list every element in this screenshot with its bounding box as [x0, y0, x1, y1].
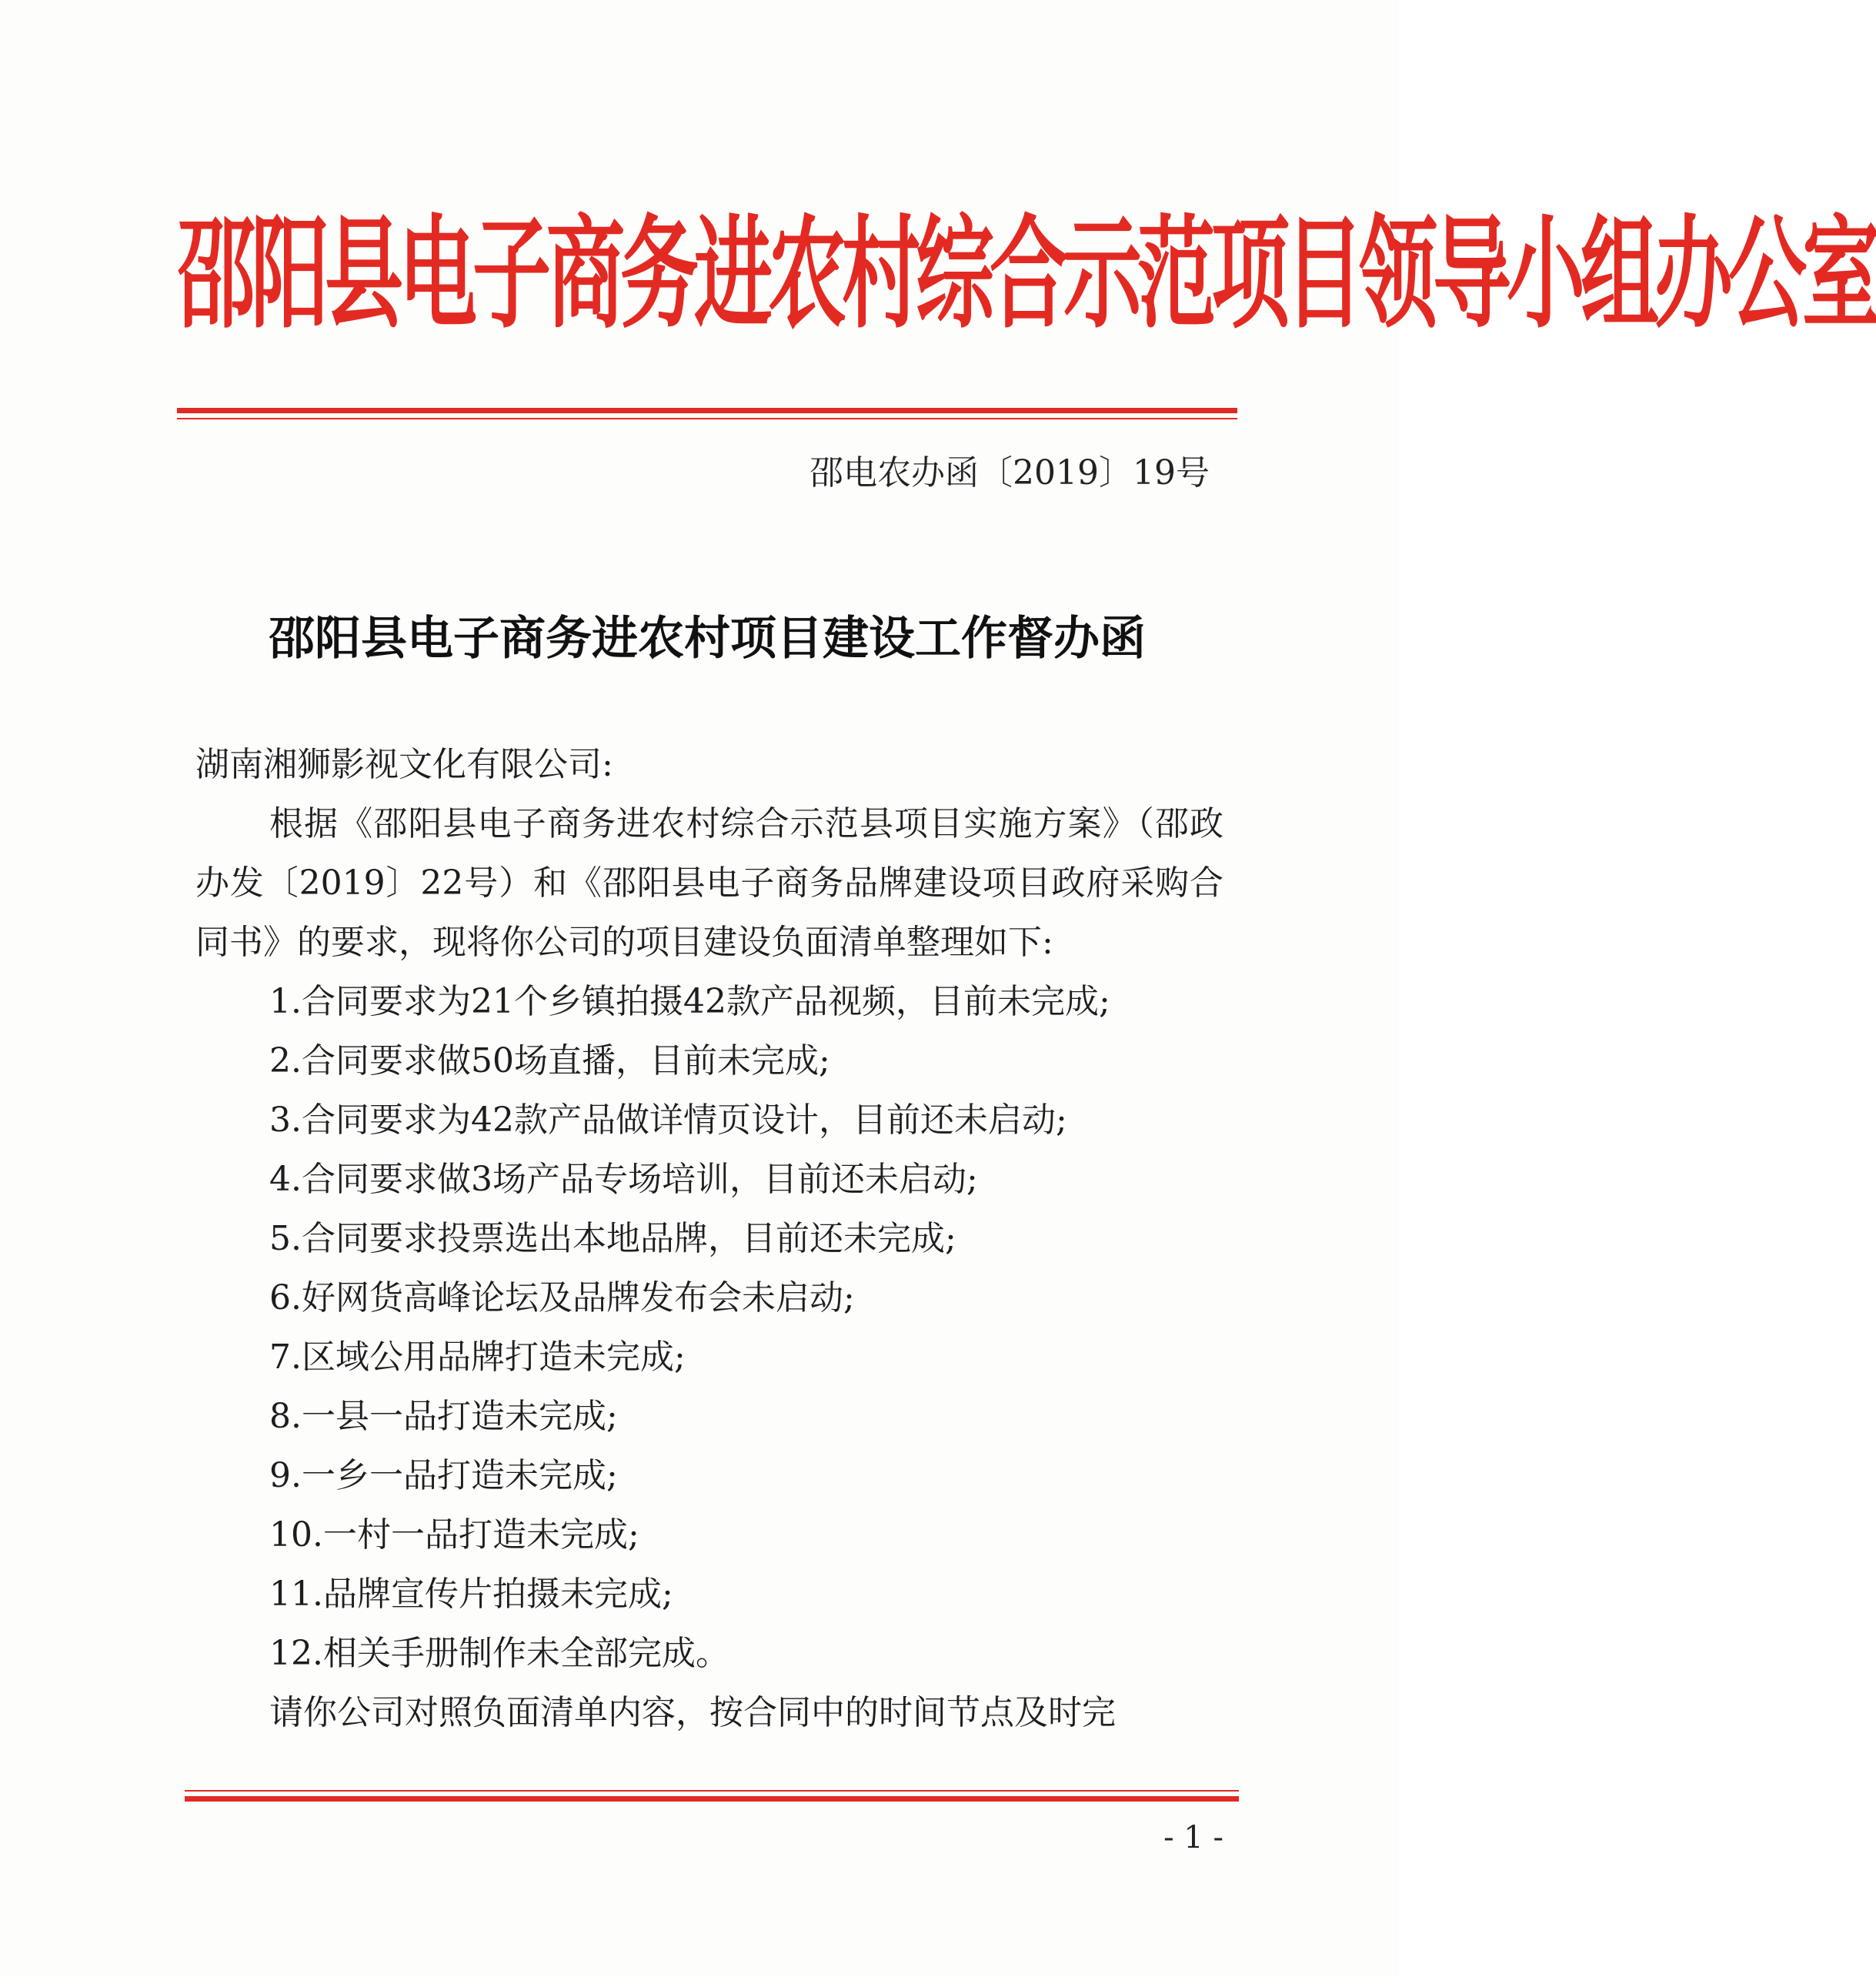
list-item: 9.一乡一品打造未完成; [269, 1456, 618, 1495]
document-body [195, 735, 1223, 1742]
closing-paragraph: 请你公司对照负面清单内容，按合同中的时间节点及时完 [269, 1693, 1116, 1732]
issuing-organization-header: 邵阳县电子商务进农村综合示范项目领导小组办公室 [177, 204, 1876, 346]
list-item: 7.区域公用品牌打造未完成; [269, 1337, 686, 1377]
list-item: 5.合同要求投票选出本地品牌，目前还未完成; [269, 1219, 956, 1258]
list-item: 4.合同要求做3场产品专场培训，目前还未启动; [269, 1160, 978, 1199]
footer-red-rule-thin [185, 1790, 1239, 1792]
header-red-rule-thin [177, 418, 1237, 419]
list-item: 10.一村一品打造未完成; [269, 1515, 639, 1555]
document-number: 邵电农办函〔2019〕19号 [809, 453, 1210, 493]
addressee: 湖南湘狮影视文化有限公司: [195, 745, 613, 784]
footer-red-rule-thick [185, 1796, 1239, 1802]
header-red-rule-thick [177, 408, 1237, 413]
list-item: 11.品牌宣传片拍摄未完成; [269, 1575, 673, 1614]
page-number: - 1 - [1163, 1820, 1223, 1855]
list-item: 1.合同要求为21个乡镇拍摄42款产品视频，目前未完成; [269, 982, 1110, 1021]
list-item: 3.合同要求为42款产品做详情页设计，目前还未启动; [269, 1100, 1067, 1140]
document-title: 邵阳县电子商务进农村项目建设工作督办函 [269, 612, 1146, 666]
list-item: 12.相关手册制作未全部完成。 [269, 1634, 729, 1673]
list-item: 2.合同要求做50场直播，目前未完成; [269, 1041, 830, 1080]
list-item: 8.一县一品打造未完成; [269, 1397, 618, 1436]
list-item: 6.好网货高峰论坛及品牌发布会未启动; [269, 1278, 855, 1317]
intro-paragraph: 根据《邵阳县电子商务进农村综合示范县项目实施方案》（邵政办发〔2019〕22号）和《邵阳县电子商务品牌建设项目政府采购合同书》的要求，现将你公司的项目建设负面清单整理如下: [195, 804, 1223, 962]
